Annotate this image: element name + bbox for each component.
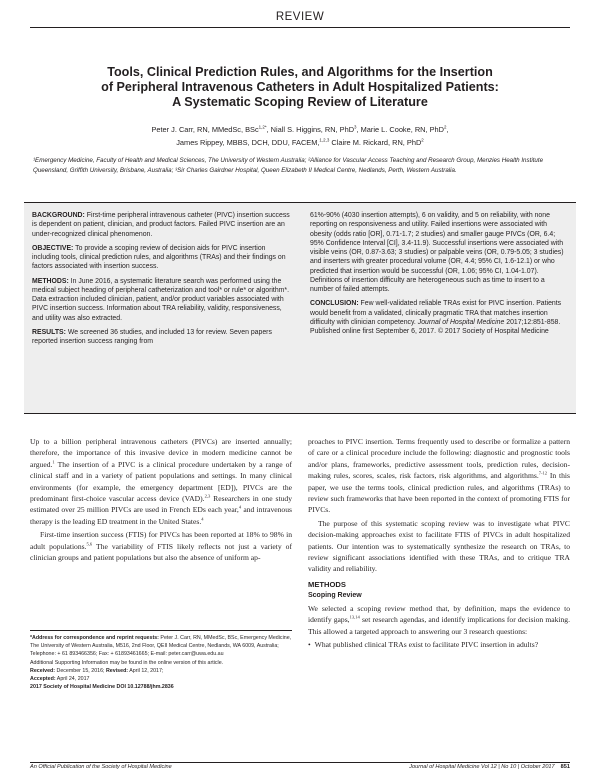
footnotes xyxy=(30,634,292,691)
subsection-heading-scoping-review: Scoping Review xyxy=(308,592,362,600)
abstract-conclusion: CONCLUSION: Few well-validated reliable TRAs exist for PIVC insertion. Patients would benefit from a validated, clinically pragmatic TRA that matches insertion difficulty with clinician competency. Journal of Hospital Medicine 2017;12:851-858. Published online first September 6, 2017. © 2017 Society of Hospital Medicine xyxy=(310,300,562,335)
article-title xyxy=(40,65,560,110)
title-line: Tools, Clinical Prediction Rules, and Algorithms for the Insertion xyxy=(107,65,493,79)
abstract-results: RESULTS: We screened 36 studies, and included 13 for review. Seven papers reported insertion success ranging from xyxy=(32,328,272,345)
correspondence-note: *Address for correspondence and reprint requests: Peter J. Carr, RN, MMedSc, BSc, Emergency Medicine, The University of Western Australia, M516, 2nd Floor, QEII Medical Centre, Nedlands, WA 6009, Australia; Telephone: + 61 893466356; Fax: + 61893461665; E-mail: peter.carr@uwa.edu.au xyxy=(30,635,292,658)
abstract-background: BACKGROUND: First-time peripheral intravenous catheter (PIVC) insertion success is dependent on patient, clinician, and product factors. Failed PIVC insertion are an under-recognized clinical phenomenon. xyxy=(32,212,290,238)
abstract-results-cont: 61%-90% (4030 insertion attempts), 6 on validity, and 5 on reliability, with none reporting on responsiveness and utility. Failed insertions were associated with obesity (odds ratio [OR], 0.71-1.7; 2 studies) and smaller gauge PIVCs (OR, 6.4; 95% Confidence Interval [CI], 3.4-11.9). Successful insertions were associated with visible veins (OR, 0.87-3.63; 3 studies) or palpable veins (OR, 0.79-5.05; 3 studies) and inserters with greater procedural volume (OR, 4.4; 95% CI, 1.6-12.1) or who predicted that insertion would be successful (OR, 1.06; 95% CI, 1.04-1.07). Definitions of insertion difficulty are heterogeneous such as time to insert to a number of failed attempts. xyxy=(310,212,564,293)
page-number: 851 xyxy=(560,764,570,770)
body-paragraph: proaches to PIVC insertion. Terms frequently used to describe or formalize a pattern of care or a clinical procedure include the following: diagnostic and prognostic tools and/or plans, frameworks, predictive assessment tools, prediction rules, decision-making rules, scores, scales, risk factors, risk algorithms, and algorithms.$^{7-12}$ In this paper, we use the terms tools, clinical prediction rules, and algorithms (TRAs) to review such frameworks that have been reported in the context of promoting FTIS for PIVCs. xyxy=(308,437,570,515)
footer-journal-info: Journal of Hospital Medicine Vol 12 | No 10 | October 2017 851 xyxy=(409,764,570,770)
body-paragraph: The purpose of this systematic scoping review was to investigate what PIVC decision-making approaches exist to facilitate FTIS of PIVCs in adult hospitalized patients. Our intention was to systematically synthesize the research on TRAs, to review significant associations identified with these TRAs, and to critique TRA validity and reliability. xyxy=(308,518,570,574)
list-item: • What published clinical TRAs exist to facilitate PIVC insertion in adults? xyxy=(308,639,539,649)
footnote-rule xyxy=(30,630,292,631)
supplementary-note: Additional Supporting Information may be found in the online version of this article. xyxy=(30,659,224,666)
body-paragraph: Up to a billion peripheral intravenous catheters (PIVCs) are inserted annually; therefore, the importance of this invasive device in modern medicine cannot be argued.$^1$ The insertion of a PIVC is a clinical procedure undertaken by a range of clinical staff and in a variety of patient populations and settings. In many clinical environments (for example, the emergency department [ED]), PIVCs are the predominant first-choice vascular access device (VAD).$^{2,3}$ Researchers in one study estimated over 25 million PIVCs are used in French EDs each year,$^4$ and intravenous therapy is the leading ED treatment in the United States.$^4$ xyxy=(30,437,292,526)
dates-note: Received: December 15, 2016; Revised: April 12, 2017; xyxy=(30,667,164,674)
abstract-column-left xyxy=(32,211,290,351)
body-column-right xyxy=(308,436,570,650)
body-paragraph: First-time insertion success (FTIS) for PIVCs has been reported at 18% to 98% in adult populations.$^{5,6}$ The variability of FTIS likely reflects not just a variety of clinician groups and patient populations but also the absence of uniform ap- xyxy=(30,530,292,563)
body-column-left xyxy=(30,436,292,565)
abstract-column-right xyxy=(310,211,568,341)
abstract-methods: METHODS: In June 2016, a systematic literature search was performed using the medical subject heading of peripheral catheterization and tool* or rule* or algorithm*. Data extraction included clinician, patient, and/or product variables associated with PIVC insertion success. Information about TRA reliability, validity, responsiveness, and utility was also extracted. xyxy=(32,277,290,322)
footer-rule xyxy=(30,762,570,763)
author-line: Peter J. Carr, RN, MMedSc, BSc$^{1,2*}$, Niall S. Higgins, RN, PhD$^3$, Marie L. Cooke, RN, PhD$^2$, xyxy=(151,124,449,134)
section-label: REVIEW xyxy=(275,11,325,23)
title-line: A Systematic Scoping Review of Literature xyxy=(172,95,428,109)
title-line: of Peripheral Intravenous Catheters in Adult Hospitalized Patients: xyxy=(101,80,499,94)
abstract-box xyxy=(24,202,576,414)
footer-publisher: An Official Publication of the Society of Hospital Medicine xyxy=(30,764,172,770)
accepted-note: Accepted: April 24, 2017 xyxy=(30,676,90,683)
section-heading-methods: METHODS xyxy=(308,579,346,589)
affiliations: ¹Emergency Medicine, Faculty of Health and Medical Sciences, The University of Western Australia; ²Alliance for Vascular Access Teaching and Research Group, Menzies Health Institute Queensland, Griffith University, Brisbane, Australia; ³Sir Charles Gairdner Hospital, Queen Elizabeth II Medical Centre, Nedlands, Perth, Western Australia. xyxy=(33,157,544,174)
copyright-note: 2017 Society of Hospital Medicine DOI 10.12788/jhm.2836 xyxy=(30,684,174,691)
bullet-icon: • xyxy=(308,639,311,649)
author-line: James Rippey, MBBS, DCH, DDU, FACEM,$^{1,2,3}$ Claire M. Rickard, RN, PhD$^2$ xyxy=(176,137,424,147)
author-list xyxy=(40,124,560,149)
body-paragraph: We selected a scoping review method that, by definition, maps the evidence to identify gaps,$^{13,14}$ set research agendas, and identify implications for decision making. This allowed a targeted approach to answering our 3 research questions: xyxy=(308,603,570,636)
abstract-objective: OBJECTIVE: To provide a scoping review of decision aids for PIVC insertion including tools, clinical prediction rules, and algorithms (TRAs) and their findings on factors associated with insertion success. xyxy=(32,244,286,271)
header-rule xyxy=(30,27,570,28)
